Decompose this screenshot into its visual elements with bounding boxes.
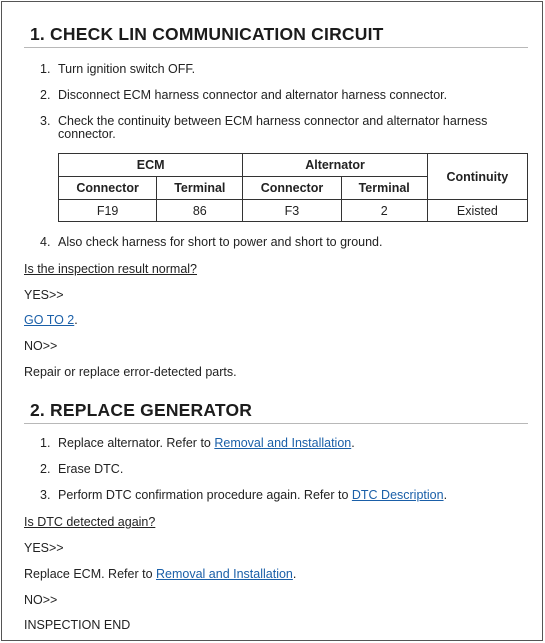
ecm-terminal-cell: 86 bbox=[157, 200, 243, 222]
section-1-step-3 bbox=[40, 115, 498, 141]
section-1-step-4 bbox=[40, 236, 498, 249]
link-suffix: . bbox=[74, 313, 78, 327]
step-text: Also check harness for short to power and short to ground. bbox=[58, 235, 383, 249]
link-suffix: . bbox=[443, 488, 448, 502]
step-text bbox=[58, 437, 498, 450]
step-text-prefix: Perform DTC confirmation procedure again. Refer to bbox=[58, 488, 352, 502]
section-2-no-label: NO>> bbox=[24, 593, 58, 607]
table-row bbox=[59, 200, 528, 222]
alternator-group-header: Alternator bbox=[243, 154, 427, 177]
continuity-header: Continuity bbox=[427, 154, 527, 200]
step-number: 1. bbox=[40, 62, 51, 76]
section-1-no-action: Repair or replace error-detected parts. bbox=[24, 365, 237, 379]
removal-installation-link-2[interactable]: Removal and Installation bbox=[156, 567, 293, 581]
dtc-description-link[interactable]: DTC Description bbox=[351, 488, 444, 502]
step-text: Disconnect ECM harness connector and alternator harness connector. bbox=[58, 88, 448, 102]
yes-action-text: Replace ECM. Refer to bbox=[24, 567, 156, 581]
alternator-connector-header: Connector bbox=[243, 177, 341, 200]
section-1-no-label: NO>> bbox=[24, 339, 58, 353]
alternator-connector-cell: F3 bbox=[243, 200, 341, 222]
step-text: Turn ignition switch OFF. bbox=[58, 62, 196, 76]
step-number: 3. bbox=[40, 114, 51, 128]
section-1-step-2 bbox=[40, 89, 498, 102]
section-2-step-2 bbox=[40, 463, 498, 476]
ecm-connector-cell: F19 bbox=[59, 200, 157, 222]
link-suffix: . bbox=[351, 436, 355, 450]
continuity-cell: Existed bbox=[427, 200, 527, 222]
section-1-question: Is the inspection result normal? bbox=[24, 262, 198, 276]
step-number: 2. bbox=[40, 462, 51, 476]
section-1-divider bbox=[24, 47, 528, 48]
ecm-group-header: ECM bbox=[59, 154, 243, 177]
section-2-yes-label: YES>> bbox=[24, 541, 64, 555]
section-2-no-action: INSPECTION END bbox=[24, 618, 131, 632]
ecm-terminal-header: Terminal bbox=[157, 177, 243, 200]
section-2-yes-action bbox=[24, 567, 296, 581]
step-text: Erase DTC. bbox=[58, 462, 124, 476]
section-2-divider bbox=[24, 423, 528, 424]
step-number: 2. bbox=[40, 88, 51, 102]
section-1-yes-label: YES>> bbox=[24, 288, 64, 302]
section-1-title: 1. CHECK LIN COMMUNICATION CIRCUIT bbox=[30, 24, 384, 44]
go-to-2-link[interactable]: GO TO 2 bbox=[24, 313, 75, 327]
section-2-step-3 bbox=[40, 489, 498, 502]
removal-installation-link[interactable]: Removal and Installation bbox=[214, 436, 352, 450]
ecm-connector-header: Connector bbox=[59, 177, 157, 200]
step-number: 3. bbox=[40, 488, 51, 502]
section-2-question: Is DTC detected again? bbox=[24, 515, 156, 529]
section-1-step-1 bbox=[40, 63, 498, 76]
step-number: 4. bbox=[40, 235, 51, 249]
continuity-table bbox=[58, 153, 528, 222]
section-2-step-1 bbox=[40, 437, 498, 450]
step-text bbox=[58, 489, 498, 502]
link-suffix: . bbox=[292, 567, 297, 581]
section-1-yes-action bbox=[24, 313, 78, 327]
alternator-terminal-header: Terminal bbox=[341, 177, 427, 200]
alternator-terminal-cell: 2 bbox=[341, 200, 427, 222]
step-number: 1. bbox=[40, 436, 51, 450]
section-2-title: 2. REPLACE GENERATOR bbox=[30, 400, 253, 420]
step-text-prefix: Replace alternator. Refer to bbox=[58, 436, 215, 450]
step-text: Check the continuity between ECM harness connector and alternator harness connector. bbox=[58, 114, 488, 141]
